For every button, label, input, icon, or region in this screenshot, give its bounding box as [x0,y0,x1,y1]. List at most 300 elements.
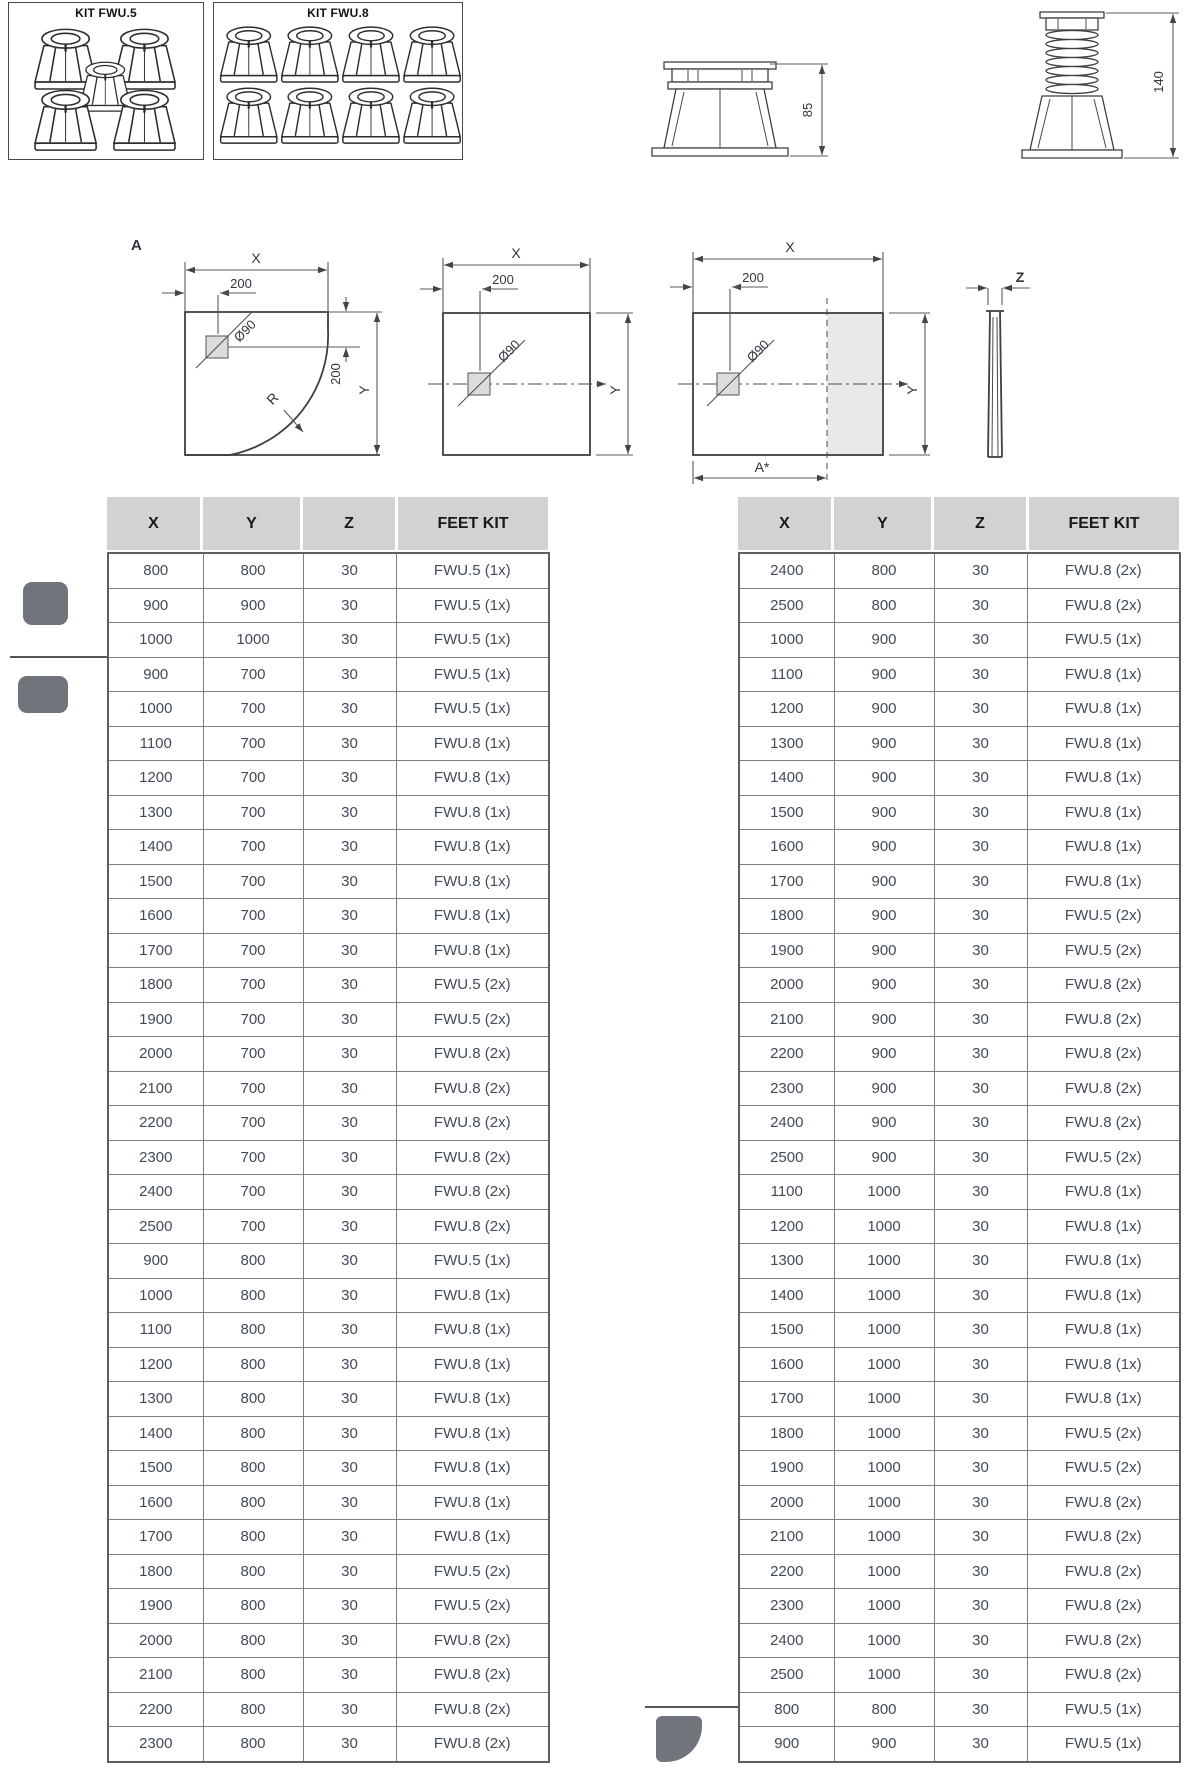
table-cell: FWU.8 (1x) [1027,1244,1180,1279]
table-row [739,795,1180,830]
table-cell: 700 [203,1037,303,1072]
table-row [108,1244,549,1279]
depth-dim-label: Y [904,385,920,395]
table-cell: 1900 [108,1589,203,1624]
table-cell: 30 [934,1416,1027,1451]
table-cell: FWU.8 (1x) [1027,1313,1180,1348]
table-cell: 2100 [739,1002,834,1037]
table-cell: 1400 [739,1278,834,1313]
table-header [738,497,1179,550]
table-cell: 1300 [739,726,834,761]
table-cell: 30 [303,1589,396,1624]
table-row [108,1347,549,1382]
table-cell: 30 [303,1071,396,1106]
table-cell: FWU.5 (1x) [1027,1727,1180,1762]
table-cell: 1000 [203,623,303,658]
drain-diameter-label: Ø90 [743,336,772,365]
table-cell: 30 [934,726,1027,761]
table-cell: 1800 [739,899,834,934]
table-cell: 800 [834,1692,934,1727]
drain-diameter-label: Ø90 [230,316,259,345]
thickness-dim-label: Z [1015,269,1025,285]
table-row [108,899,549,934]
table-cell: 1000 [108,692,203,727]
section-divider-left [10,656,107,658]
table-cell: 30 [934,1106,1027,1141]
feet-row-bottom [221,88,461,143]
table-cell: 1600 [108,899,203,934]
table-cell: FWU.8 (1x) [396,1485,549,1520]
table-cell: FWU.8 (2x) [1027,1589,1180,1624]
table-cell: FWU.8 (1x) [396,1313,549,1348]
table-row [739,830,1180,865]
column-header-x: X [738,497,831,550]
table-row [108,1106,549,1141]
table-cell: 30 [934,968,1027,1003]
table-cell: 2200 [108,1106,203,1141]
table-row [108,726,549,761]
table-cell: 1600 [739,1347,834,1382]
table-cell: 2100 [108,1658,203,1693]
table-cell: 700 [203,657,303,692]
table-cell: 1000 [834,1209,934,1244]
table-cell: 1000 [834,1382,934,1417]
kit-fwu5-illustration [9,20,205,158]
table-cell: 30 [303,1140,396,1175]
table-cell: 30 [303,553,396,588]
depth-dim-label: Y [356,385,372,395]
table-cell: 2500 [739,588,834,623]
table-cell: 30 [303,968,396,1003]
table-cell: 1200 [108,1347,203,1382]
table-cell: FWU.5 (2x) [1027,1451,1180,1486]
table-cell: 30 [934,1244,1027,1279]
table-row [108,1313,549,1348]
table-cell: 30 [934,933,1027,968]
table-cell: 900 [834,795,934,830]
table-cell: 900 [834,864,934,899]
table-cell: FWU.8 (2x) [396,1106,549,1141]
table-row [108,1623,549,1658]
table-cell: FWU.8 (2x) [396,1175,549,1210]
drain-offset-label: 200 [492,272,514,287]
table-cell: 30 [934,553,1027,588]
table-cell: FWU.8 (2x) [1027,1485,1180,1520]
table-row [108,1382,549,1417]
table-row [108,1589,549,1624]
table-cell: FWU.8 (2x) [1027,1002,1180,1037]
table-cell: 30 [934,657,1027,692]
table-cell: 30 [303,830,396,865]
table-cell: 900 [834,899,934,934]
column-header-y: Y [834,497,931,550]
table-cell: FWU.8 (1x) [396,761,549,796]
table-row [108,761,549,796]
column-header-x: X [107,497,200,550]
drain-diameter-label: Ø90 [494,336,523,365]
table-cell: FWU.8 (1x) [396,1382,549,1417]
table-cell: 700 [203,933,303,968]
table-row [739,968,1180,1003]
table-row [739,1313,1180,1348]
table-cell: 900 [834,830,934,865]
table-cell: 700 [203,1140,303,1175]
table-cell: 30 [303,1692,396,1727]
table-cell: 30 [934,1278,1027,1313]
table-cell: 1800 [108,1554,203,1589]
table-cell: 700 [203,968,303,1003]
depth-dim-label: Y [607,385,623,395]
table-cell: 1100 [739,1175,834,1210]
table-cell: 1300 [739,1244,834,1279]
table-cell: 2200 [108,1692,203,1727]
table-cell: FWU.8 (1x) [1027,692,1180,727]
table-cell: FWU.8 (1x) [396,726,549,761]
table-cell: 700 [203,1175,303,1210]
table-cell: 30 [303,899,396,934]
table-cell: 30 [934,1347,1027,1382]
table-cell: 900 [108,1244,203,1279]
table-cell: 30 [303,1451,396,1486]
table-cell: FWU.8 (2x) [1027,1106,1180,1141]
table-row [739,1140,1180,1175]
radius-label: R [263,389,282,408]
column-header-z: Z [303,497,395,550]
table-cell: FWU.8 (2x) [1027,588,1180,623]
table-cell: FWU.8 (1x) [1027,1382,1180,1417]
table-cell: FWU.8 (2x) [1027,1520,1180,1555]
table-cell: 800 [739,1692,834,1727]
table-cell: FWU.8 (2x) [1027,1071,1180,1106]
table-cell: 30 [934,1589,1027,1624]
table-row [108,1037,549,1072]
table-row [108,553,549,588]
table-row [108,692,549,727]
table-row [739,1002,1180,1037]
table-cell: 700 [203,795,303,830]
drain-offset-label: 200 [742,270,764,285]
table-cell: FWU.8 (1x) [1027,795,1180,830]
table-cell: 1000 [108,623,203,658]
table-cell: FWU.8 (2x) [1027,1623,1180,1658]
table-cell: 1900 [739,933,834,968]
table-cell: 1700 [108,1520,203,1555]
table-cell: 30 [934,1209,1027,1244]
table-cell: FWU.5 (2x) [396,1002,549,1037]
table-cell: 1200 [739,692,834,727]
table-cell: 1500 [108,1451,203,1486]
table-cell: 900 [834,1727,934,1762]
table-cell: 30 [303,1658,396,1693]
table-cell: FWU.8 (1x) [1027,726,1180,761]
table-row [739,1209,1180,1244]
table-cell: FWU.5 (1x) [1027,623,1180,658]
table-cell: 30 [934,1520,1027,1555]
table-cell: 900 [834,933,934,968]
table-cell: 800 [203,553,303,588]
table-cell: 2000 [739,968,834,1003]
table-row [739,1451,1180,1486]
table-cell: 1600 [108,1485,203,1520]
table-cell: 800 [203,1382,303,1417]
table-cell: 700 [203,1209,303,1244]
table-cell: 30 [303,761,396,796]
width-dim-label: X [785,239,795,255]
table-row [739,692,1180,727]
kit-fwu8-illustration [214,20,464,158]
table-cell: 30 [303,933,396,968]
table-cell: FWU.8 (1x) [1027,864,1180,899]
table-row [108,1520,549,1555]
table-cell: 800 [203,1692,303,1727]
table-cell: 900 [108,588,203,623]
table-cell: 900 [108,657,203,692]
table-cell: 30 [303,1382,396,1417]
table-cell: 1800 [739,1416,834,1451]
table-cell: FWU.8 (2x) [396,1727,549,1762]
foot-side-view-min [652,62,828,156]
table-cell: 800 [203,1244,303,1279]
foot-side-view-max [1022,12,1179,158]
table-cell: FWU.5 (2x) [396,968,549,1003]
table-cell: 30 [934,1313,1027,1348]
table-row [108,1175,549,1210]
table-cell: 1000 [834,1313,934,1348]
table-row [739,1727,1180,1762]
table-cell: 1400 [739,761,834,796]
table-cell: 30 [934,1727,1027,1762]
table-row [108,1451,549,1486]
table-cell: FWU.5 (2x) [1027,933,1180,968]
table-cell: 30 [934,1382,1027,1417]
table-cell: 30 [303,864,396,899]
table-cell: 1000 [834,1554,934,1589]
table-cell: 2400 [739,1106,834,1141]
width-dim-label: X [511,245,521,261]
dim-min-height: 85 [800,102,815,118]
table-cell: 30 [303,692,396,727]
table-cell: 1700 [739,1382,834,1417]
table-cell: 2100 [739,1520,834,1555]
table-cell: 1000 [834,1244,934,1279]
table-cell: 1600 [739,830,834,865]
table-cell: FWU.8 (1x) [1027,657,1180,692]
table-cell: 30 [934,1623,1027,1658]
section-label: A [131,237,142,254]
table-cell: 1300 [108,1382,203,1417]
table-cell: FWU.8 (2x) [1027,1037,1180,1072]
table-cell: 30 [303,1520,396,1555]
table-cell: 1800 [108,968,203,1003]
table-cell: FWU.5 (2x) [1027,899,1180,934]
table-row [739,657,1180,692]
table-row [739,1589,1180,1624]
table-cell: FWU.8 (1x) [396,933,549,968]
table-cell: FWU.5 (2x) [396,1554,549,1589]
table-header [107,497,548,550]
table-cell: 1500 [108,864,203,899]
table-cell: FWU.8 (1x) [396,1451,549,1486]
table-cell: FWU.5 (2x) [396,1589,549,1624]
table-row [739,1071,1180,1106]
table-row [739,726,1180,761]
table-cell: 800 [108,553,203,588]
cut-dim-label: A* [754,459,770,475]
section-divider-right [645,1706,738,1708]
table-cell: 1500 [739,795,834,830]
table-cell: FWU.8 (1x) [1027,830,1180,865]
table-cell: 800 [203,1623,303,1658]
table-cell: 30 [303,1727,396,1762]
table-cell: 30 [934,1002,1027,1037]
table-row [108,1727,549,1762]
table-cell: 1200 [739,1209,834,1244]
table-cell: 1000 [834,1589,934,1624]
table-cell: 2300 [108,1140,203,1175]
kit-fwu5-label: KIT FWU.5 [75,6,137,20]
table-cell: 800 [203,1589,303,1624]
table-row [108,1140,549,1175]
table-cell: FWU.8 (1x) [396,795,549,830]
table-cell: 30 [303,657,396,692]
table-cell: 30 [303,1002,396,1037]
table-cell: 30 [303,1244,396,1279]
table-cell: 30 [934,1175,1027,1210]
table-cell: 1000 [834,1416,934,1451]
table-cell: 1400 [108,1416,203,1451]
table-row [108,1416,549,1451]
table-row [108,1658,549,1693]
table-row [739,1278,1180,1313]
table-cell: 1000 [834,1485,934,1520]
table-cell: 800 [203,1520,303,1555]
table-cell: 1500 [739,1313,834,1348]
table-cell: 800 [203,1727,303,1762]
table-row [739,1623,1180,1658]
table-cell: FWU.5 (1x) [396,1244,549,1279]
table-cell: FWU.8 (1x) [396,1347,549,1382]
table-cell: 30 [303,1037,396,1072]
table-cell: 30 [934,1037,1027,1072]
table-cell: FWU.8 (2x) [396,1140,549,1175]
table-cell: 30 [934,623,1027,658]
table-cell: 900 [834,623,934,658]
cut-zone-shading [827,313,883,455]
table-row [739,761,1180,796]
table-cell: 30 [934,1451,1027,1486]
table-row [739,1485,1180,1520]
table-cell: 2500 [108,1209,203,1244]
table-cell: 30 [303,1416,396,1451]
size-table-left [107,497,548,1763]
dim-max-height: 140 [1151,71,1166,93]
table-cell: 900 [834,1002,934,1037]
table-cell: 1900 [108,1002,203,1037]
table-cell: 2400 [739,1623,834,1658]
table-row [108,623,549,658]
table-cell: 1100 [108,726,203,761]
quarter-tray-icon [656,1716,702,1762]
table-cell: 1000 [834,1175,934,1210]
table-row [108,1209,549,1244]
table-cell: 2100 [108,1071,203,1106]
table-cell: FWU.5 (1x) [396,623,549,658]
table-cell: 30 [303,1106,396,1141]
table-row [108,1692,549,1727]
table-row [108,933,549,968]
rect-tray-plan [670,239,930,484]
table-cell: 30 [303,1175,396,1210]
table-row [739,1175,1180,1210]
table-cell: FWU.5 (1x) [396,657,549,692]
table-row [739,1658,1180,1693]
table-cell: 30 [303,795,396,830]
table-cell: 800 [203,1554,303,1589]
table-cell: 30 [934,795,1027,830]
table-cell: 900 [834,726,934,761]
column-header-z: Z [934,497,1026,550]
table-cell: 1100 [739,657,834,692]
column-header-y: Y [203,497,300,550]
table-cell: 2500 [739,1140,834,1175]
table-row [108,657,549,692]
table-cell: 1000 [834,1278,934,1313]
table-cell: FWU.8 (2x) [1027,1658,1180,1693]
table-cell: FWU.8 (2x) [1027,1554,1180,1589]
table-cell: FWU.8 (2x) [396,1209,549,1244]
table-cell: FWU.8 (2x) [1027,553,1180,588]
table-cell: FWU.8 (2x) [396,1623,549,1658]
table-cell: 30 [934,1071,1027,1106]
table-cell: 1300 [108,795,203,830]
table-cell: 700 [203,1106,303,1141]
table-cell: 700 [203,864,303,899]
table-cell: FWU.5 (1x) [396,588,549,623]
table-cell: 700 [203,899,303,934]
table-cell: 900 [834,761,934,796]
feet-row-top [221,27,461,82]
table-cell: 1000 [834,1658,934,1693]
table-row [739,1692,1180,1727]
table-cell: 800 [203,1658,303,1693]
table-cell: 700 [203,1071,303,1106]
table-cell: 1000 [834,1623,934,1658]
table-cell: 30 [303,623,396,658]
table-cell: 1200 [108,761,203,796]
rect-tray-icon [18,676,68,713]
table-row [108,864,549,899]
table-cell: 2200 [739,1037,834,1072]
table-cell: FWU.8 (1x) [1027,1209,1180,1244]
table-cell: 900 [834,1037,934,1072]
table-row [108,1485,549,1520]
table-row [108,1071,549,1106]
table-cell: 2000 [108,1623,203,1658]
table-cell: 1700 [108,933,203,968]
table-cell: 30 [934,1658,1027,1693]
table-cell: FWU.5 (1x) [1027,1692,1180,1727]
table-cell: FWU.5 (2x) [1027,1140,1180,1175]
drain-offset-label: 200 [230,276,252,291]
table-cell: FWU.8 (1x) [396,1278,549,1313]
table-cell: 700 [203,761,303,796]
table-cell: 2400 [108,1175,203,1210]
table-cell: 2000 [108,1037,203,1072]
tray-profile-view [966,269,1030,457]
table-cell: 30 [303,1347,396,1382]
table-cell: 900 [834,692,934,727]
table-cell: FWU.8 (1x) [396,1520,549,1555]
